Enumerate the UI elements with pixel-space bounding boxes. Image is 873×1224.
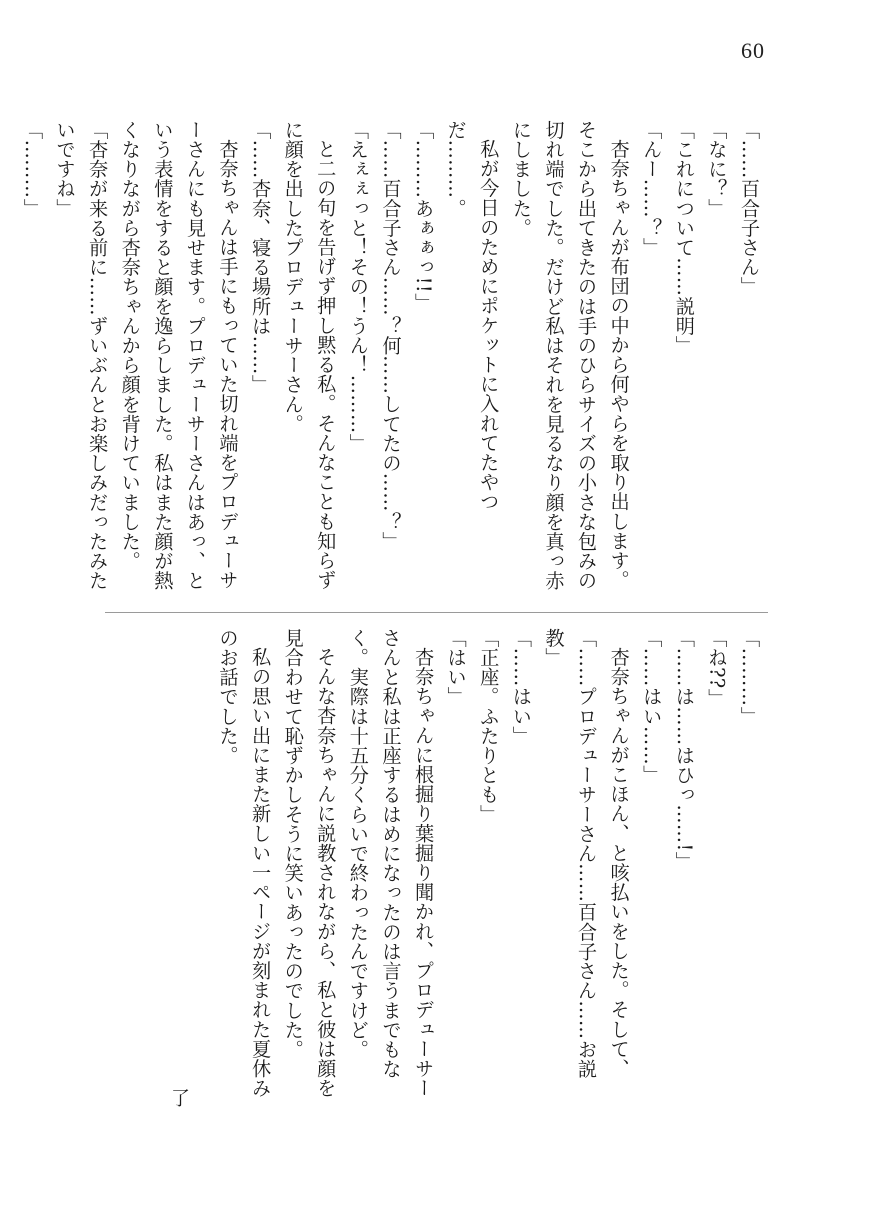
paragraph: 「……はい」 <box>509 628 533 746</box>
paragraph: 私の思い出にまた新しい一ページが刻まれた夏休みのお話でした。 <box>216 628 273 1098</box>
paragraph: 私が今日のためにポケットに入れてたやつだ………。 <box>444 120 501 512</box>
paragraph: 「……は……はひっ……!」 <box>672 628 696 872</box>
section-divider <box>105 612 768 613</box>
paragraph: 「えぇぇっと！その！うん！………」 <box>346 120 370 454</box>
paragraph: と二の句を告げず押し黙る私。そんなことも知らずに顔を出したプロデューサーさん。 <box>281 120 338 590</box>
paragraph: 「……はい……」 <box>640 628 664 785</box>
paragraph: 「んー……？」 <box>640 120 664 258</box>
paragraph: 「………」 <box>738 628 761 726</box>
top-text-block <box>15 120 765 600</box>
paragraph: 「正座。ふたりとも」 <box>477 628 501 824</box>
paragraph: 「………」 <box>20 120 44 218</box>
paragraph: そんな杏奈ちゃんに説教されながら、私と彼は顔を見合わせて恥ずかしそうに笑いあったのでした。 <box>281 628 338 1098</box>
paragraph: 「はい」 <box>444 628 468 707</box>
bottom-text-block <box>211 628 765 1108</box>
paragraph: 「……百合子さん……？何……してたの……？」 <box>379 120 403 552</box>
paragraph: 杏奈ちゃんがこほん、と咳払いをした。そして、 <box>607 647 631 1079</box>
page-number: 60 <box>741 38 765 63</box>
paragraph: 杏奈ちゃんが布団の中から何やらを取り出します。そこから出てきたのは手のひらサイズの小さな包みの切れ端でした。だけど私はそれを見るなり顔を真っ赤にしました。 <box>509 120 631 591</box>
paragraph: 「なに？」 <box>705 120 729 218</box>
paragraph: 「……杏奈、寝る場所は……」 <box>249 120 273 395</box>
paragraph: 「……プロデューサーさん……百合子さん……お説教」 <box>542 628 599 1079</box>
paragraph: 「これについて……説明」 <box>672 120 696 356</box>
paragraph: 「ね??」 <box>705 628 729 709</box>
paragraph: 「杏奈が来る前に……ずいぶんとお楽しみだったみたいですね」 <box>53 120 110 591</box>
end-mark: 了 <box>168 1088 190 1107</box>
paragraph: 「……百合子さん」 <box>738 120 761 297</box>
paragraph: 杏奈ちゃんに根掘り葉掘り聞かれ、プロデューサーさんと私は正座するはめになったのは言うまでもなく。実際は十五分くらいで終わったんですけど。 <box>346 628 436 1098</box>
paragraph: 「………あぁぁっ!!」 <box>412 120 436 313</box>
paragraph: 杏奈ちゃんは手にもっていた切れ端をプロデューサーさんにも見せます。プロデューサーさんはあっ、という表情をすると顔を逸らしました。私はまた顔が熱くなりながら杏奈ちゃんから顔を背けていました。 <box>118 120 240 591</box>
